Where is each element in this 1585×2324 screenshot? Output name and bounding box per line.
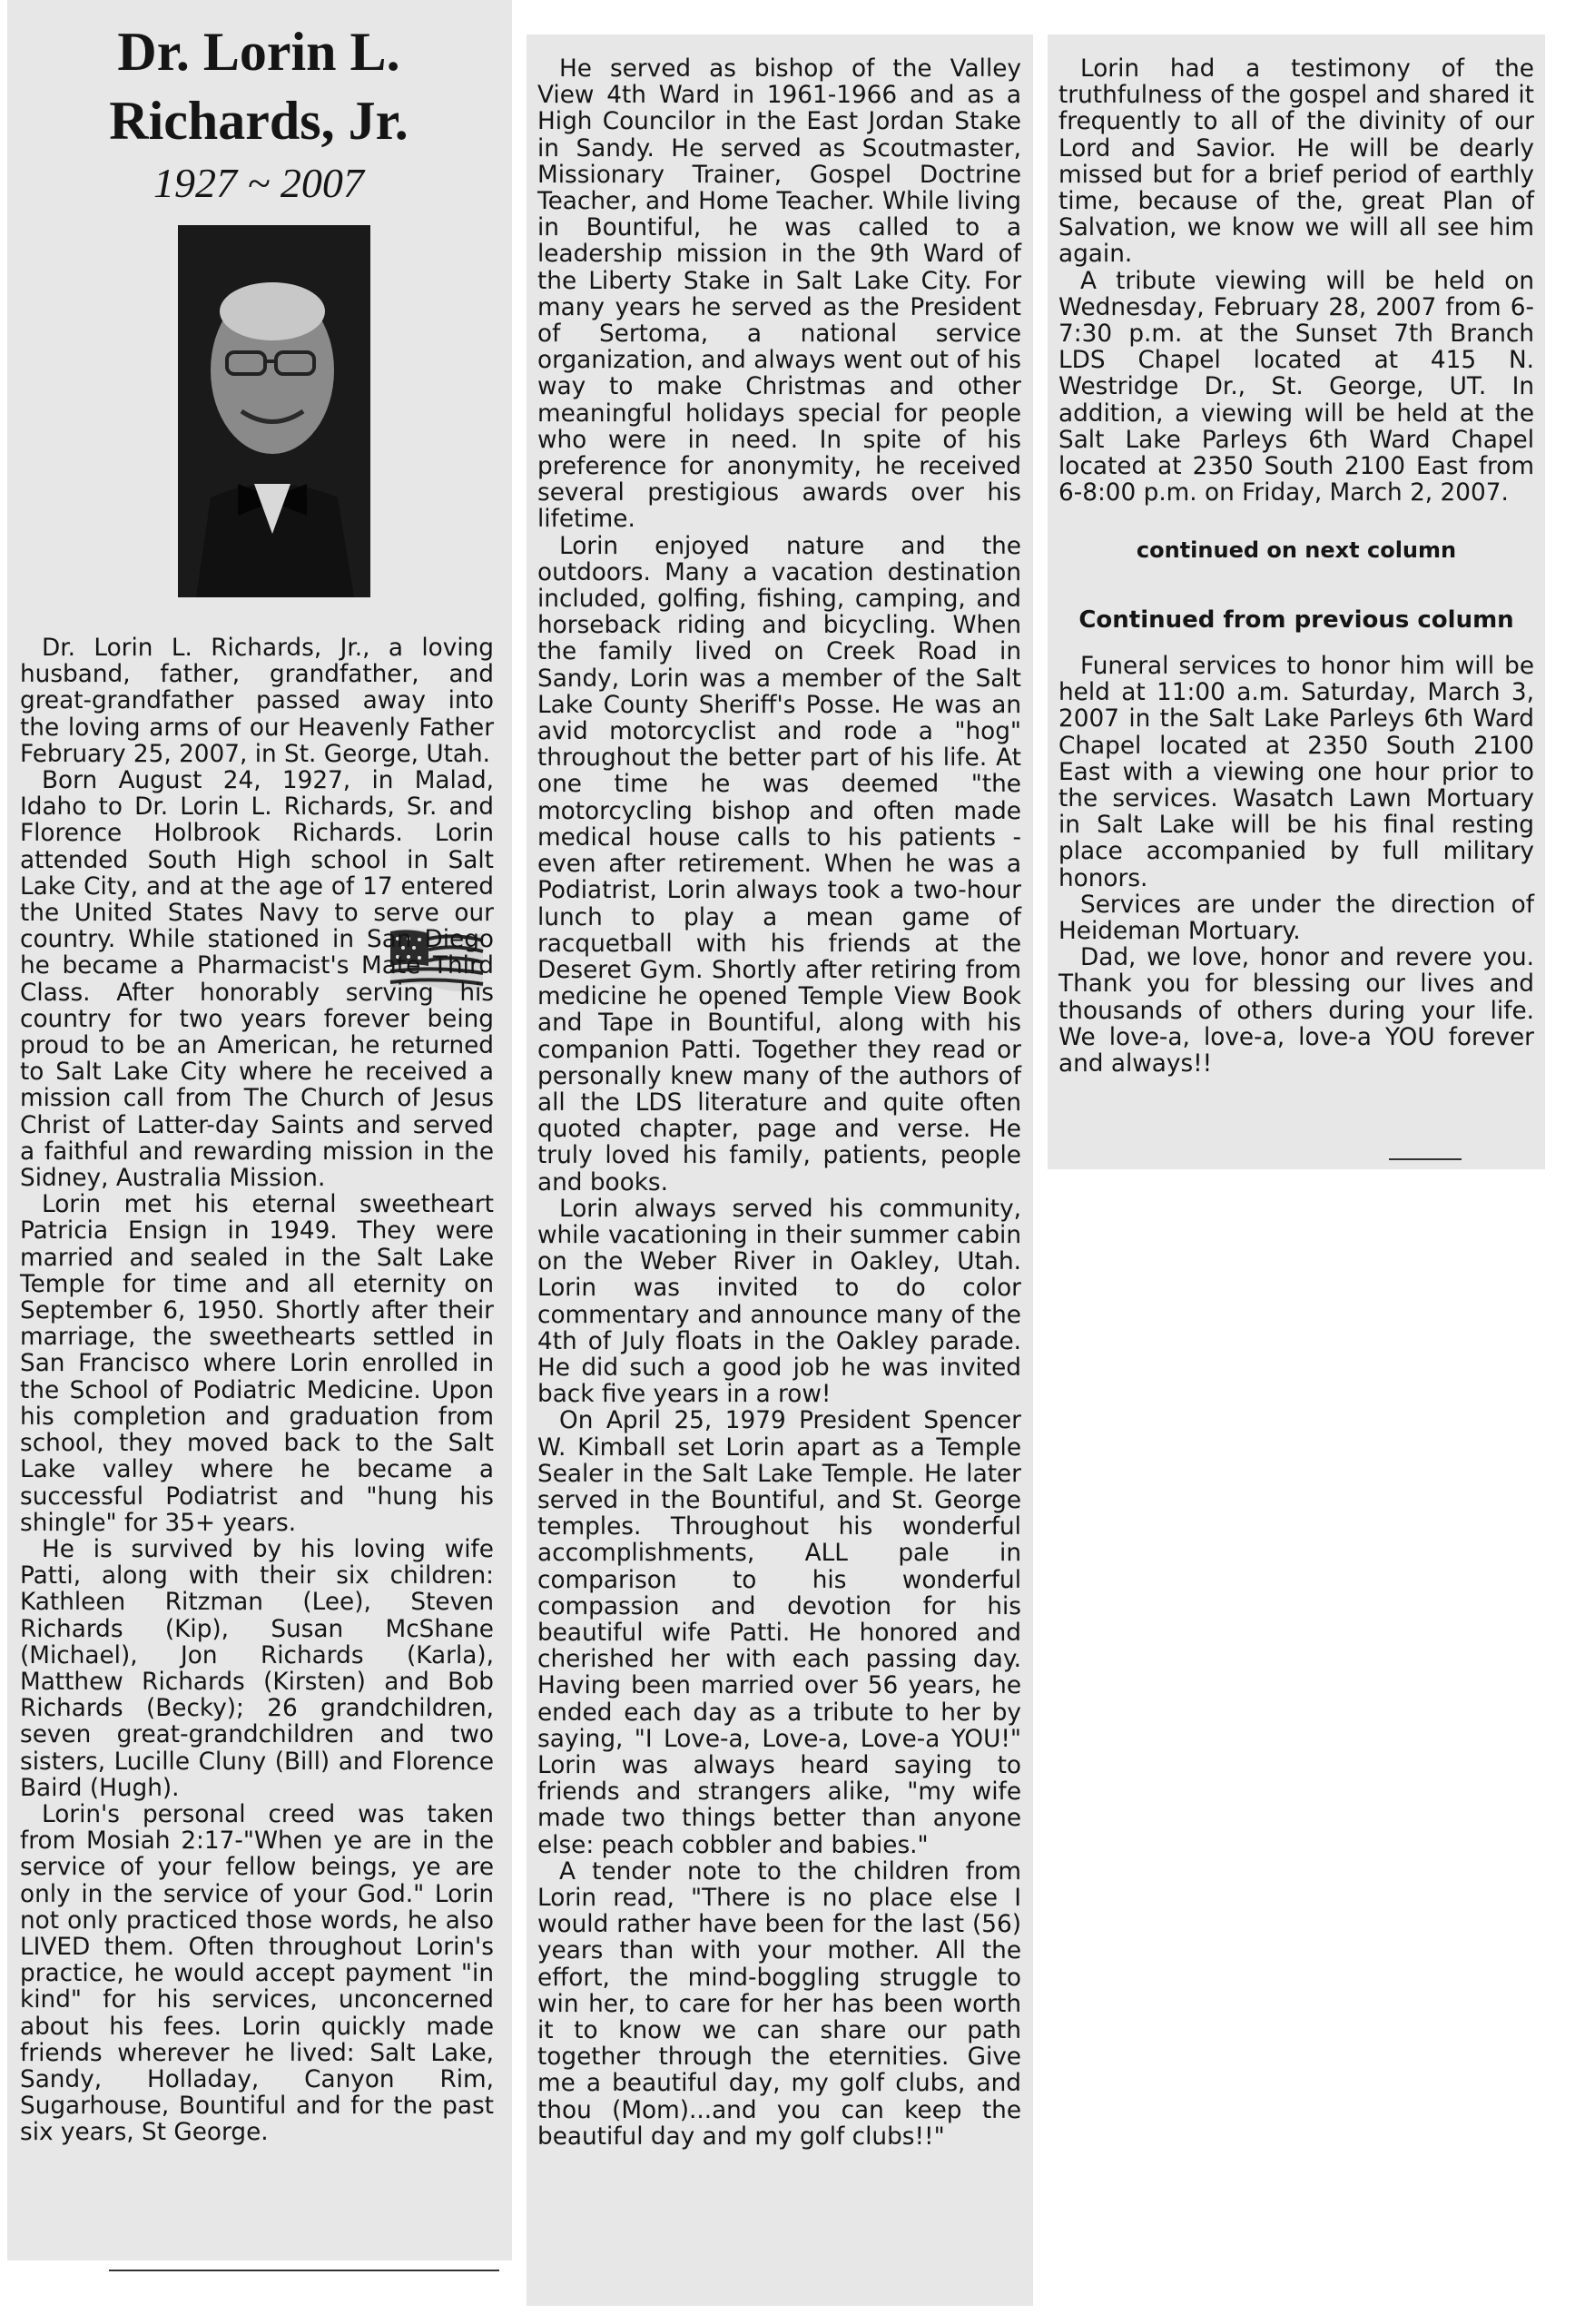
- paragraph-temple-sealer: On April 25, 1979 President Spencer W. Kimball set Lorin apart as a Temple Sealer in the Salt Lake Temple. He later served in the Bountiful, and St. George temples. Throughout his wonderful accomplishments, ALL pale in comparison to his wonderful compassion and devotion for his beautiful wife Patti. He honored and cherished her with each passing day. Having been married over 56 years, he ended each day as a tribute to her by saying, "I Love-a, Love-a, Love-a YOU!" Lorin was always heard saying to friends and strangers alike, "my wife made two things better than anyone else: peach cobbler and babies.": [537, 1407, 1021, 1859]
- continued-previous-label: Continued from previous column: [1078, 606, 1514, 634]
- paragraph-birth-and-service: Born August 24, 1927, in Malad, Idaho to Dr. Lorin L. Richards, Sr. and Florence Holbrook Richards. Lorin attended South High school in Salt Lake City, and at the age of 17 entered the United States Navy to serve our country. While stationed in San Diego he became a Pharmacist's Mate Third Class. After honorably serving his country for two years forever being proud to be an American, he returned to Salt Lake City where he received a mission call from The Church of Jesus Christ of Latter-day Saints and served a faithful and rewarding mission in the Sidney, Australia Mission.: [20, 767, 494, 1193]
- continued-next-label: continued on next column: [1136, 537, 1457, 563]
- paragraph-tender-note: A tender note to the children from Lorin read, "There is no place else I would rather have been for the last (56) years than with your mother. All the effort, the mind-boggling struggle to win her, to care for her has been worth it to know we can share our path together through the eternities. Give me a beautiful day, my golf clubs, and thou (Mom)...and you can keep the beautiful day and my golf clubs!!": [537, 1857, 1021, 2151]
- paragraph-personal-creed: Lorin's personal creed was taken from Mosiah 2:17-"When ye are in the service of your fellow beings, ye are only in the service of your God." Lorin not only practiced those words, he also LIVED them. Often throughout Lorin's practice, he would accept payment "in kind" for his services, unconcerned about his fees. Lorin quickly made friends wherever he lived: Salt Lake, Sandy, Holladay, Canyon Rim, Sugarhouse, Bountiful and for the past six years, St George.: [20, 1800, 494, 2147]
- portrait-photo: [178, 225, 370, 597]
- column-4-text: [1058, 654, 1534, 1078]
- paragraph-testimony: Lorin had a testimony of the truthfulness of the gospel and shared it frequently to all of the divinity of our Lord and Savior. He will be dearly missed but for a brief period of earthly time, because of the, great Plan of Salvation, we know we will all see him again.: [1058, 55, 1534, 269]
- life-years: 1927 ~ 2007: [153, 160, 364, 206]
- paragraph-funeral: Funeral services to honor him will be held at 11:00 a.m. Saturday, March 3, 2007 in the Salt Lake Parleys 6th Ward Chapel located at 2350 South 2100 East with a viewing one hour prior to the services. Wasatch Lawn Mortuary in Salt Lake will be his final resting place accompanied by full military honors.: [1058, 653, 1534, 892]
- column-4-end-rule: [1389, 1158, 1462, 1160]
- paragraph-community: Lorin always served his community, while vacationing in their summer cabin on the Weber River in Oakley, Utah. Lorin was invited to do color commentary and announce many of the 4th of July floats in the Oakley parade. He did such a good job he was invited back five years in a row!: [537, 1195, 1021, 1409]
- name-heading-line-2: Richards, Jr.: [109, 91, 409, 151]
- column-1-text: [20, 635, 494, 2147]
- paragraph-death-notice: Dr. Lorin L. Richards, Jr., a loving husband, father, grandfather, and great-grandfather passed away into the loving arms of our Heavenly Father February 25, 2007, in St. George, Utah.: [20, 635, 494, 768]
- paragraph-marriage-career: Lorin met his eternal sweetheart Patricia Ensign in 1949. They were married and sealed in the Salt Lake Temple for time and all eternity on September 6, 1950. Shortly after their marriage, the sweethearts settled in San Francisco where Lorin enrolled in the School of Podiatric Medicine. Upon his completion and graduation from school, they moved back to the Salt Lake valley where he became a successful Podiatrist and "hung his shingle" for 35+ years.: [20, 1191, 494, 1537]
- paragraph-survivors: He is survived by his loving wife Patti, along with their six children: Kathleen Ritzman (Lee), Steven Richards (Kip), Susan McShane (Michael), Jon Richards (Karla), Matthew Richards (Kirsten) and Bob Richards (Becky); 26 grandchildren, seven great-grandchildren and two sisters, Lucille Cluny (Bill) and Florence Baird (Hugh).: [20, 1535, 494, 1802]
- paragraph-family-tribute: Dad, we love, honor and revere you. Thank you for blessing our lives and thousands of others during your life. We love-a, love-a, love-a YOU forever and always!!: [1058, 944, 1534, 1078]
- paragraph-outdoors: Lorin enjoyed nature and the outdoors. Many a vacation destination included, golfing, fishing, camping, and horseback riding and bicycling. When the family lived on Creek Road in Sandy, Lorin was a member of the Salt Lake County Sheriff's Posse. He was an avid motorcyclist and rode a "hog" throughout the better part of his life. At one time he was deemed "the motorcycling bishop and often made medical house calls to his patients - even after retirement. When he was a Podiatrist, Lorin always took a two-hour lunch to play a mean game of racquetball with his friends at the Deseret Gym. Shortly after retiring from medicine he opened Temple View Book and Tape in Bountiful, along with his companion Patti. Together they read or personally knew many of the authors of all the LDS literature and quite often quoted chapter, page and verse. He truly loved his family, patients, people and books.: [537, 532, 1021, 1196]
- paragraph-church-service: He served as bishop of the Valley View 4th Ward in 1961-1966 and as a High Councilor in the East Jordan Stake in Sandy. He served as Scoutmaster, Missionary Trainer, Gospel Doctrine Teacher, and Home Teacher. While living in Bountiful, he was called to a leadership mission in the 9th Ward of the Liberty Stake in Salt Lake City. For many years he served as the President of Sertoma, a national service organization, and always went out of his way to make Christmas and other meaningful holidays special for people who were in need. In spite of his preference for anonymity, he received several prestigious awards over his lifetime.: [537, 55, 1021, 534]
- name-heading-line-1: Dr. Lorin L.: [117, 22, 400, 82]
- column-2-text: [537, 56, 1021, 2151]
- column-1-end-rule: [109, 2270, 499, 2271]
- paragraph-mortuary: Services are under the direction of Heideman Mortuary.: [1058, 891, 1534, 946]
- column-3-text: [1058, 56, 1534, 507]
- paragraph-viewing: A tribute viewing will be held on Wednesday, February 28, 2007 from 6-7:30 p.m. at the Sunset 7th Branch LDS Chapel located at 415 N. Westridge Dr., St. George, UT. In addition, a viewing will be held at the Salt Lake Parleys 6th Ward Chapel located at 2350 South 2100 East from 6-8:00 p.m. on Friday, March 2, 2007.: [1058, 267, 1534, 507]
